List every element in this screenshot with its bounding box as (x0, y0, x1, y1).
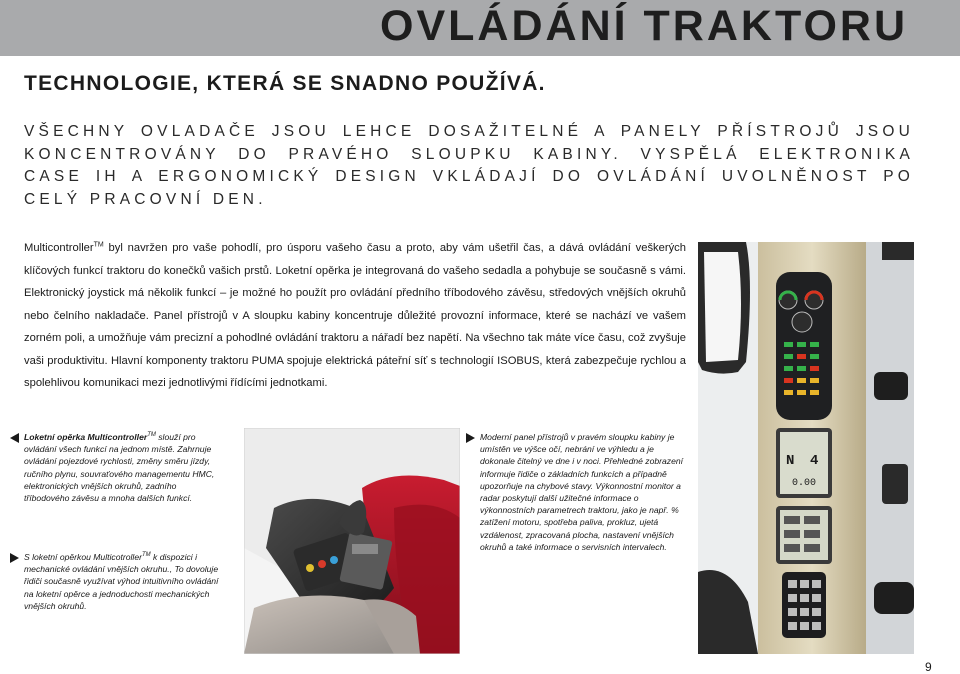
caption-armrest (24, 431, 219, 504)
counter-readout: 0.00 (792, 478, 817, 489)
trademark-mark: TM (147, 432, 156, 439)
caption-armrest-title: Loketní opěrka Multicontroller (24, 432, 148, 442)
trademark-mark: TM (93, 241, 104, 249)
gear-number-readout: 4 (810, 453, 819, 469)
body-text: byl navržen pro vaše pohodlí, pro úsporu vašeho času a proto, aby vám ušetřil čas, a dává ovládání veškerých klíčových funkcí traktoru do konečků vašich prstů. Loketní opěrka je integrovaná do vašeho sedadla a pohybuje se současně s vámi. Elektronický joystick má několik funkcí – je možné ho použít pro ovládání předního tříbodového závěsu, středových vnějších okruhů nebo čelního nakladače. Panel přístrojů v A sloupku kabiny koncentruje důležité provozní informace, které se nachází ve vašem zorném poli, a umožňuje vám precizní a pohodlné ovládání traktoru a nářadí bez napětí. Na všechno tak máte více času, což zvyšuje vaši produktivitu. Hlavní komponenty traktoru PUMA spojuje elektrická páteřní síť s technologií ISOBUS, která zabezpečuje rychlou a spolehlivou komunikaci mezi jednotlivými řídícími jednotkami. (24, 242, 686, 389)
caption-mechanical-text: k dispozici i mechanické ovládání vnějších okruhu., To dovoluje řidiči současně využívat výhod intuitivního ovládání na loketní opěrce a jednoduchosti mechanických vnějších okruhů. (24, 552, 219, 611)
joystick-armrest-photo (244, 428, 460, 654)
dashboard-pillar-illustration (698, 242, 914, 654)
body-intro-name: Multicontroller (24, 242, 94, 254)
pointer-right-icon (466, 433, 475, 443)
joystick-armrest-illustration (244, 428, 460, 654)
body-paragraph (24, 237, 686, 395)
caption-mechanical (24, 551, 229, 612)
lead-paragraph: VŠECHNY OVLADAČE JSOU LEHCE DOSAŽITELNÉ A PANELY PŘÍSTROJŮ JSOU KONCENTROVÁNY DO PRAVÉHO SLOUPKU KABINY. VYSPĚLÁ ELEKTRONIKA CASE IH A ERGONOMICKÝ DESIGN VKLÁDAJÍ DO OVLÁDÁNÍ UVOLNĚNOST PO CELÝ PRACOVNÍ DEN. (24, 123, 914, 208)
section-subtitle: TECHNOLOGIE, KTERÁ SE SNADNO POUŽÍVÁ. (24, 72, 546, 95)
pointer-right-icon (10, 553, 19, 563)
page-title: OVLÁDÁNÍ TRAKTORU (380, 2, 908, 50)
page-number: 9 (925, 660, 932, 674)
dashboard-photo (698, 242, 914, 654)
pointer-left-icon (10, 433, 19, 443)
caption-mechanical-prefix: S loketní opěrkou Multicotroller (24, 552, 142, 562)
gear-letter-readout: N (786, 453, 795, 469)
caption-armrest-text: slouží pro ovládání všech funkcí na jednom místě. Zahrnuje ovládání pojezdové rychlosti, změny směru jízdy, ručního plynu, souvraťového managementu HMC, elektronických vnějších okruhů, zadního tříbodového závěsu a mnoha dalších funkcí. (24, 432, 215, 504)
trademark-mark: TM (141, 552, 151, 559)
caption-dashboard: Moderní panel přístrojů v pravém sloupku kabiny je umístěn ve výšce očí, nebrání ve výhledu a je dokonale čitelný ve dne i v noci. Přehledné zobrazení informuje řidiče o základních funkcích a případně upozorňuje na chybové stavy. Výkonnostní monitor a radar poskytují další užitečné informace o výkonnostních parametrech traktoru, jako je např. % zatížení motoru, spotřeba paliva, prokluz, ujetá vzdálenost, zpracovaná plocha, nastavení vnějších okruhů a také informace o servisních intervalech. (480, 432, 684, 552)
